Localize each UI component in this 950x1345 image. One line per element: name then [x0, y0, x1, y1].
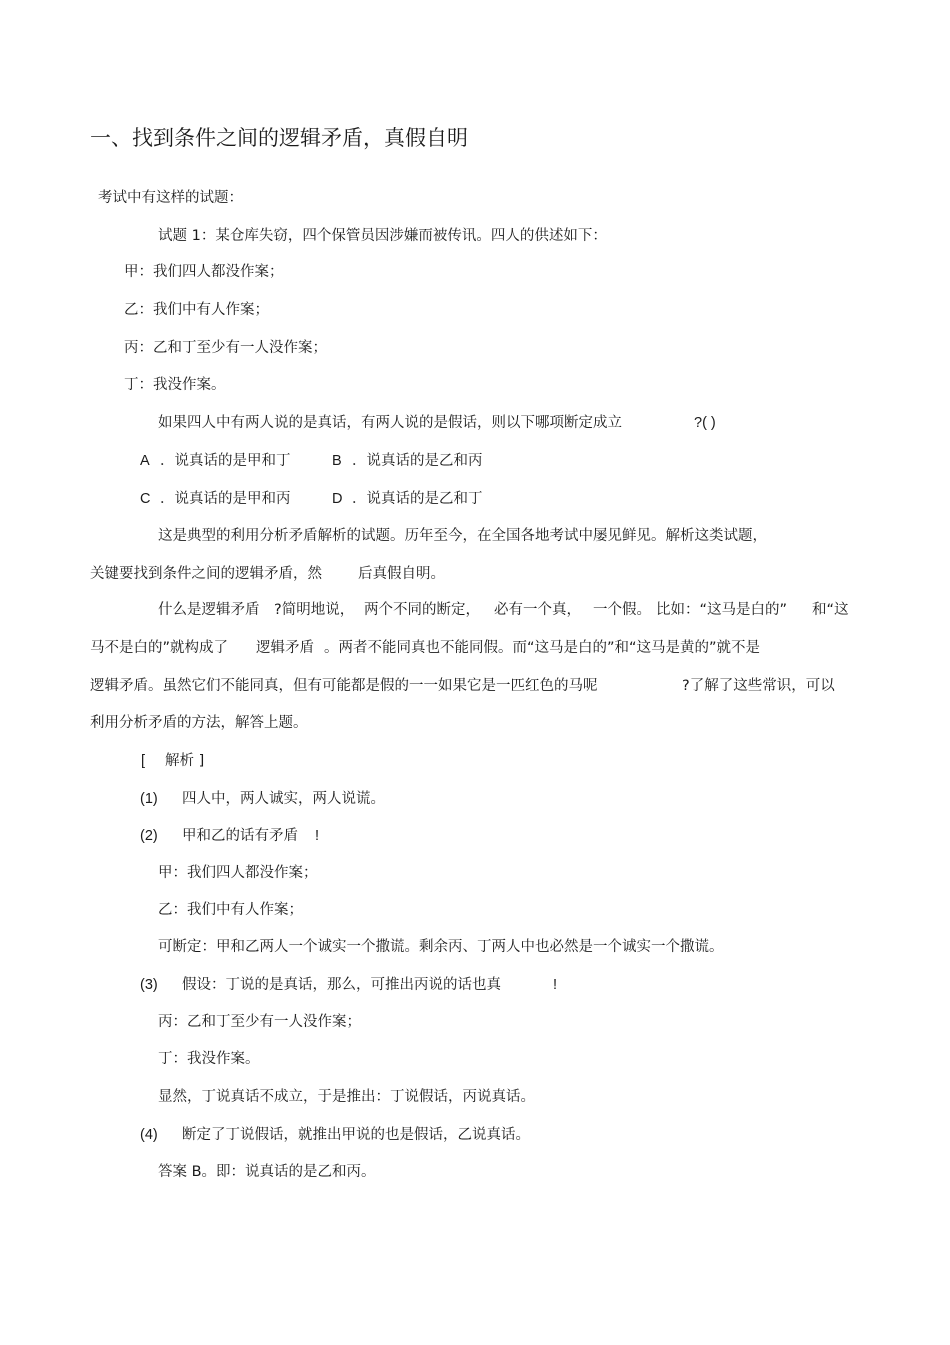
- answer-text: 答案 B。即：说真话的是乙和丙。: [158, 1164, 376, 1180]
- question-text: 如果四人中有两人说的是真话，有两人说的是假话，则以下哪项断定成立: [158, 415, 622, 431]
- statement-yi: 乙：我们中有人作案；: [124, 302, 269, 318]
- analysis-bracket: [: [141, 753, 146, 769]
- analysis-label: 解析 ]: [165, 753, 205, 769]
- paragraph2-l2c: 。两者不能同真也不能同假。而“这马是白的”和“这马是黄的”就不是: [324, 640, 761, 656]
- paragraph2-l1b: ?简明地说，: [274, 602, 355, 618]
- paragraph2-l2a: 马不是白的”就构成了: [90, 640, 229, 656]
- paragraph1-line1: 这是典型的利用分析矛盾解析的试题。历年至今，在全国各地考试中屡见鲜见。解析这类试题，: [158, 528, 767, 544]
- step1-number: (1): [140, 791, 158, 807]
- problem-stem: 试题 1：某仓库失窃，四个保管员因涉嫌而被传讯。四人的供述如下：: [158, 228, 607, 244]
- paragraph2-l4: 利用分析矛盾的方法，解答上题。: [90, 715, 308, 731]
- option-a-text: ．说真话的是甲和丁: [160, 453, 291, 469]
- option-d-letter: D: [332, 491, 343, 507]
- paragraph2-l1c: 两个不同的断定，: [364, 602, 480, 618]
- option-b-text: ．说真话的是乙和丙: [352, 453, 483, 469]
- paragraph2-l3b: ?了解了这些常识，可以: [682, 678, 835, 694]
- statement-ding: 丁：我没作案。: [124, 377, 226, 393]
- section-heading: 一、找到条件之间的逻辑矛盾，真假自明: [90, 126, 468, 150]
- step2-exclamation: !: [315, 828, 320, 844]
- step2-conclusion: 可断定：甲和乙两人一个诚实一个撒谎。剩余丙、丁两人中也必然是一个诚实一个撒谎。: [158, 939, 724, 955]
- paragraph2-l1a: 什么是逻辑矛盾: [158, 602, 260, 618]
- paragraph2-l1d: 必有一个真，: [494, 602, 581, 618]
- intro-text: 考试中有这样的试题：: [98, 190, 243, 206]
- step2-sub-yi: 乙：我们中有人作案；: [158, 902, 303, 918]
- step2-text: 甲和乙的话有矛盾: [182, 828, 298, 844]
- step3-text: 假设：丁说的是真话，那么，可推出丙说的话也真: [182, 977, 501, 993]
- paragraph2-l1f: 比如：“这马是白的”: [656, 602, 788, 618]
- paragraph2-l1g: 和“这: [812, 602, 849, 618]
- option-a-letter: A: [140, 453, 150, 469]
- paragraph1-line2a: 关键要找到条件之间的逻辑矛盾，然: [90, 566, 322, 582]
- option-b-letter: B: [332, 453, 342, 469]
- step2-number: (2): [140, 828, 158, 844]
- paragraph2-l2b: 逻辑矛盾: [256, 640, 314, 656]
- paragraph2-l3a: 逻辑矛盾。虽然它们不能同真，但有可能都是假的一一如果它是一匹红色的马呢: [90, 678, 598, 694]
- step1-text: 四人中，两人诚实，两人说谎。: [182, 791, 385, 807]
- step2-sub-jia: 甲：我们四人都没作案；: [158, 865, 318, 881]
- option-c-letter: C: [140, 491, 151, 507]
- statement-bing: 丙：乙和丁至少有一人没作案；: [124, 340, 327, 356]
- step3-exclamation: !: [553, 977, 558, 993]
- option-c-text: ．说真话的是甲和丙: [160, 491, 291, 507]
- question-mark: ?( ): [694, 415, 716, 431]
- paragraph1-line2b: 后真假自明。: [358, 566, 445, 582]
- paragraph2-l1e: 一个假。: [593, 602, 651, 618]
- step3-sub-bing: 丙：乙和丁至少有一人没作案；: [158, 1014, 361, 1030]
- step4-number: (4): [140, 1127, 158, 1143]
- step3-number: (3): [140, 977, 158, 993]
- statement-jia: 甲：我们四人都没作案；: [124, 264, 284, 280]
- step3-sub-ding: 丁：我没作案。: [158, 1051, 260, 1067]
- step4-text: 断定了丁说假话，就推出甲说的也是假话，乙说真话。: [182, 1127, 530, 1143]
- step3-conclusion: 显然，丁说真话不成立，于是推出：丁说假话，丙说真话。: [158, 1089, 535, 1105]
- option-d-text: ．说真话的是乙和丁: [352, 491, 483, 507]
